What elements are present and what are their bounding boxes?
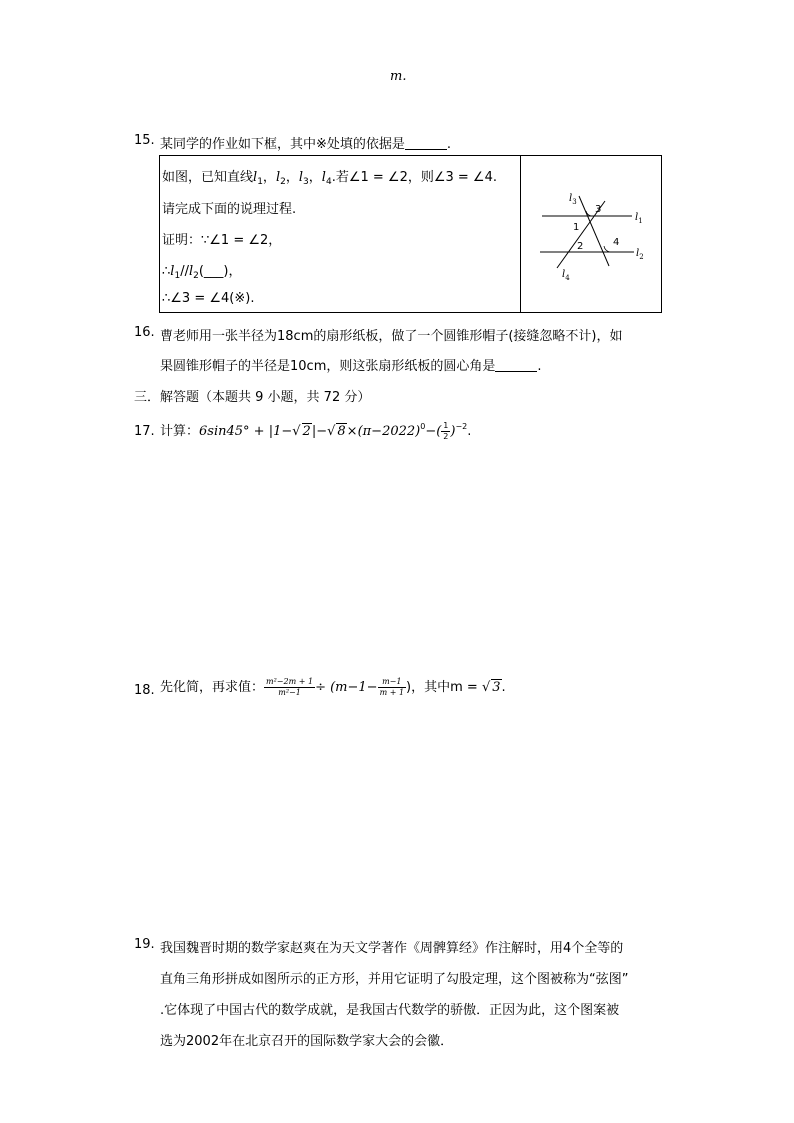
label-angle-3: 3 [595,204,602,215]
q16-line1: 曹老师用一张半径为18cm的扇形纸板，做了一个圆锥形帽子(接缝忽略不计)，如 [160,329,623,344]
q15-line4-b: (___)， [198,264,242,279]
q19-number: 19. [134,937,155,952]
q17-end: . [467,424,472,439]
q17-expr-d: −( [425,424,442,439]
q18-close: )，其中m = [406,680,482,695]
label-l1: $l_1$ [635,212,643,225]
q19-line4: 选为2002年在北京召开的国际数学家大会的会徽． [160,1034,454,1049]
q18-fraction-2: $\frac{m-1}{m + 1}$ [379,677,405,697]
label-angle-4: 4 [613,237,620,248]
q17-expr-c: ×(π−2022) [346,424,421,439]
label-l2: $l_2$ [636,248,644,261]
q16-line2-text: 果圆锥形帽子的半径是10cm，则这张扇形纸板的圆心角是 [160,359,496,374]
top-fragment: m. [390,69,407,84]
q15-answer-blank [405,137,447,150]
q17-expr-b: |− [311,424,328,439]
label-angle-2: 2 [577,241,584,252]
section-3-heading: 三．解答题（本题共 9 小题，共 72 分） [134,390,371,405]
label-l4: $l_4$ [562,269,570,282]
q18-label: 先化简，再求值： [160,680,265,695]
q15-line1-b: 若∠1 = ∠2，则∠3 = ∠4. [335,170,497,185]
q18-fraction-1: $\frac{\text{m²−2m + 1}}{\text{m²−1}}$ [266,677,314,697]
q17-half: $\frac{1}{2}$ [443,421,449,441]
q15-box-line3: 证明：∵∠1 = ∠2， [162,233,282,248]
q17-expr-a: 6sin45° + |1− [199,424,293,439]
q17-sqrt2: 2 [302,424,311,439]
q19-line1: 我国魏晋时期的数学家赵爽在为天文学著作《周髀算经》作注解时，用4个全等的 [160,941,624,956]
q15-line4-a: ∴ [162,264,171,279]
q17-exp0: 0 [420,422,426,431]
q17-expr-e: ) [450,424,456,439]
label-angle-1: 1 [573,222,580,233]
q16-line2-end: . [537,359,542,374]
q19-line3: .它体现了中国古代的数学成就，是我国古代数学的骄傲．正因为此，这个图案被 [160,1003,620,1018]
q15-box-line1: 如图，已知直线$l_1$，$l_2$，$l_3$，$l_4$.若∠1 = ∠2，则∠3 = ∠4. [162,170,497,187]
q15-stem-text: 某同学的作业如下框，其中※处填的依据是 [160,137,405,152]
q15-box-line4: $\therefore l_1//l_2(\_\_\_)$， [162,264,242,281]
q15-number: 15. [134,133,155,148]
q15-box-line2: 请完成下面的说理过程. [162,202,297,217]
q17-number: 17. [134,424,155,439]
q18-op: ÷ (m−1− [315,680,378,695]
q18-sqrt3: 3 [492,680,501,695]
q17-expression: 计算：6sin45° + |1−√ 2|−√ $8\times(\pi-2022)^0-$( $\frac{1}{2}$ )$^{-2}$. [160,421,472,441]
q15-figure [522,156,662,312]
q15-box [159,155,662,313]
q17-sqrt8: 8 [337,424,346,439]
q15-stem-end: . [446,137,452,152]
q18-number: 18. [134,683,155,698]
q16-answer-blank [495,359,537,372]
q19-line2: 直角三角形拼成如图所示的正方形，并用它证明了勾股定理，这个图被称为“弦图” [160,972,629,987]
q15-box-line5: ∴∠3 = ∠4(※). [162,291,255,306]
q17-label: 计算： [160,424,200,439]
q15-line1-a: 如图，已知直线 [162,170,254,185]
q16-line2 [160,355,542,374]
q17-exp-neg2: −2 [455,422,468,431]
q15-stem [160,133,451,152]
q16-number: 16. [134,325,155,340]
q15-box-divider [520,156,521,312]
angle-4-arc [604,246,610,252]
q18-end: . [501,680,506,695]
label-l3: $l_3$ [569,193,577,206]
q18-expression: 先化简，再求值： $\frac{\text{m²−2m + 1}}{\text{m²−1}}$ ÷ (m−1− $\frac{m-1}{m + 1}$ )，其中m = √ 3. [160,677,506,697]
